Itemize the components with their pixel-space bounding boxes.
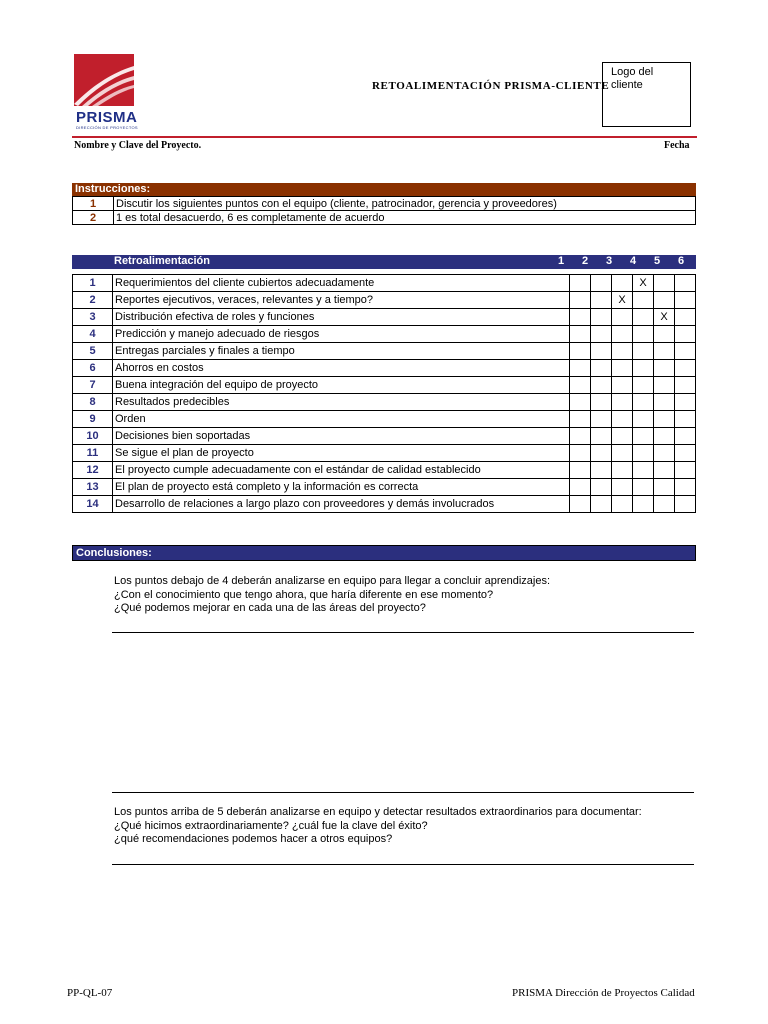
rating-cell[interactable] [675, 292, 696, 309]
rating-cell[interactable] [654, 360, 675, 377]
rating-cell[interactable] [675, 377, 696, 394]
feedback-row [73, 343, 696, 360]
rating-cell[interactable] [654, 445, 675, 462]
rating-cell[interactable] [633, 326, 654, 343]
feedback-row-number: 5 [73, 343, 113, 360]
rating-cell[interactable] [654, 428, 675, 445]
feedback-row-text: Se sigue el plan de proyecto [113, 445, 570, 462]
scale-label: 5 [653, 255, 661, 267]
answer-line[interactable] [112, 864, 694, 865]
rating-cell[interactable] [654, 326, 675, 343]
rating-cell[interactable] [633, 496, 654, 513]
rating-cell[interactable] [633, 462, 654, 479]
conclusion-line: Los puntos arriba de 5 deberán analizarse en equipo y detectar resultados extraordinarios para documentar: [114, 806, 642, 818]
conclusion-line: ¿Qué hicimos extraordinariamente? ¿cuál fue la clave del éxito? [114, 819, 428, 832]
feedback-row [73, 462, 696, 479]
rating-cell[interactable] [612, 428, 633, 445]
instruction-text: Discutir los siguientes puntos con el equipo (cliente, patrocinador, gerencia y proveedores) [114, 197, 696, 211]
rating-cell[interactable] [612, 326, 633, 343]
document-title: RETOALIMENTACIÓN PRISMA-CLIENTE [372, 80, 610, 92]
feedback-row [73, 479, 696, 496]
feedback-row-number: 10 [73, 428, 113, 445]
rating-cell[interactable] [675, 275, 696, 292]
rating-cell[interactable] [570, 292, 591, 309]
rating-cell[interactable] [612, 377, 633, 394]
rating-cell[interactable] [633, 309, 654, 326]
feedback-row [73, 445, 696, 462]
answer-line[interactable] [112, 792, 694, 793]
client-logo-box: Logo del cliente [602, 62, 691, 127]
feedback-row [73, 377, 696, 394]
scale-label: 2 [581, 255, 589, 267]
rating-cell[interactable] [570, 275, 591, 292]
rating-cell[interactable] [591, 343, 612, 360]
rating-cell[interactable] [654, 377, 675, 394]
rating-cell[interactable] [654, 275, 675, 292]
header-divider [72, 136, 697, 138]
rating-cell[interactable] [612, 360, 633, 377]
rating-cell[interactable] [612, 394, 633, 411]
rating-cell[interactable] [591, 309, 612, 326]
brand-subtitle: DIRECCIÓN DE PROYECTOS [76, 125, 138, 130]
rating-cell[interactable] [654, 411, 675, 428]
rating-cell[interactable] [675, 462, 696, 479]
answer-line[interactable] [112, 632, 694, 633]
instructions-table [72, 196, 696, 225]
feedback-row-number: 7 [73, 377, 113, 394]
rating-cell[interactable] [633, 394, 654, 411]
feedback-row-text: El plan de proyecto está completo y la información es correcta [113, 479, 570, 496]
feedback-row [73, 394, 696, 411]
conclusion-line: Los puntos debajo de 4 deberán analizarse en equipo para llegar a concluir aprendizajes: [114, 575, 551, 587]
feedback-header [72, 255, 696, 269]
rating-cell[interactable]: X [612, 292, 633, 309]
rating-cell[interactable] [675, 394, 696, 411]
rating-cell[interactable] [591, 479, 612, 496]
rating-cell[interactable] [675, 411, 696, 428]
rating-cell[interactable] [654, 343, 675, 360]
rating-cell[interactable] [633, 479, 654, 496]
feedback-row-number: 8 [73, 394, 113, 411]
rating-cell[interactable] [612, 309, 633, 326]
rating-cell[interactable] [591, 462, 612, 479]
rating-cell[interactable]: X [654, 309, 675, 326]
feedback-row-text: Ahorros en costos [113, 360, 570, 377]
instructions-header: Instrucciones: [72, 183, 696, 196]
instruction-text: 1 es total desacuerdo, 6 es completamente de acuerdo [114, 211, 696, 225]
conclusions-header: Conclusiones: [72, 545, 696, 561]
feedback-row [73, 496, 696, 513]
feedback-row [73, 360, 696, 377]
rating-cell[interactable] [570, 462, 591, 479]
conclusion-line: ¿Con el conocimiento que tengo ahora, que haría diferente en ese momento? [114, 588, 494, 601]
instruction-number: 2 [73, 211, 114, 225]
rating-cell[interactable] [654, 394, 675, 411]
rating-cell[interactable] [570, 360, 591, 377]
conclusions-block-low [114, 575, 550, 616]
rating-cell[interactable] [654, 292, 675, 309]
rating-cell[interactable] [654, 479, 675, 496]
rating-cell[interactable] [612, 496, 633, 513]
conclusion-line: ¿qué recomendaciones podemos hacer a otros equipos? [114, 833, 393, 845]
rating-cell[interactable] [612, 479, 633, 496]
feedback-row-text: Orden [113, 411, 570, 428]
feedback-row [73, 275, 696, 292]
rating-cell[interactable] [570, 326, 591, 343]
feedback-row-text: Desarrollo de relaciones a largo plazo con proveedores y demás involucrados [113, 496, 570, 513]
feedback-row-number: 6 [73, 360, 113, 377]
rating-cell[interactable] [591, 360, 612, 377]
feedback-row [73, 428, 696, 445]
rating-cell[interactable] [570, 428, 591, 445]
footer-code: PP-QL-07 [67, 987, 113, 999]
rating-cell[interactable] [591, 275, 612, 292]
rating-cell[interactable] [591, 292, 612, 309]
feedback-row [73, 309, 696, 326]
feedback-row [73, 292, 696, 309]
feedback-row-text: Buena integración del equipo de proyecto [113, 377, 570, 394]
feedback-row-text: Requerimientos del cliente cubiertos adecuadamente [113, 275, 570, 292]
rating-cell[interactable] [654, 496, 675, 513]
feedback-row-text: Predicción y manejo adecuado de riesgos [113, 326, 570, 343]
rating-cell[interactable] [570, 411, 591, 428]
rating-cell[interactable] [612, 411, 633, 428]
rating-cell[interactable] [633, 360, 654, 377]
feedback-table [72, 274, 696, 513]
rating-cell[interactable] [570, 479, 591, 496]
instruction-row [73, 211, 696, 225]
feedback-row-number: 12 [73, 462, 113, 479]
feedback-row-text: Reportes ejecutivos, veraces, relevantes y a tiempo? [113, 292, 570, 309]
conclusions-block-high [114, 806, 642, 847]
instruction-row [73, 197, 696, 211]
rating-cell[interactable] [633, 343, 654, 360]
rating-cell[interactable] [591, 445, 612, 462]
rating-cell[interactable]: X [633, 275, 654, 292]
rating-cell[interactable] [633, 411, 654, 428]
feedback-row-number: 9 [73, 411, 113, 428]
feedback-row-number: 14 [73, 496, 113, 513]
rating-cell[interactable] [633, 292, 654, 309]
rating-cell[interactable] [591, 496, 612, 513]
rating-cell[interactable] [675, 343, 696, 360]
rating-cell[interactable] [675, 479, 696, 496]
rating-cell[interactable] [591, 377, 612, 394]
rating-cell[interactable] [591, 326, 612, 343]
project-name-label: Nombre y Clave del Proyecto. [74, 140, 202, 151]
rating-cell[interactable] [570, 394, 591, 411]
rating-cell[interactable] [570, 445, 591, 462]
feedback-row-text: Decisiones bien soportadas [113, 428, 570, 445]
rating-cell[interactable] [591, 394, 612, 411]
date-label: Fecha [664, 140, 690, 151]
rating-cell[interactable] [612, 445, 633, 462]
brand-name: PRISMA [76, 109, 138, 126]
feedback-row-text: Resultados predecibles [113, 394, 570, 411]
rating-cell[interactable] [570, 496, 591, 513]
rating-cell[interactable] [675, 445, 696, 462]
scale-label: 6 [677, 255, 685, 267]
footer-company: PRISMA Dirección de Proyectos Calidad [512, 987, 695, 999]
conclusion-line: ¿Qué podemos mejorar en cada una de las áreas del proyecto? [114, 602, 426, 614]
rating-cell[interactable] [591, 411, 612, 428]
feedback-row-text: Distribución efectiva de roles y funciones [113, 309, 570, 326]
instruction-number: 1 [73, 197, 114, 211]
feedback-row-number: 13 [73, 479, 113, 496]
feedback-row-text: Entregas parciales y finales a tiempo [113, 343, 570, 360]
rating-cell[interactable] [612, 462, 633, 479]
feedback-row-number: 4 [73, 326, 113, 343]
scale-label: 1 [557, 255, 565, 267]
rating-cell[interactable] [591, 428, 612, 445]
rating-cell[interactable] [675, 360, 696, 377]
feedback-row-number: 2 [73, 292, 113, 309]
feedback-row-number: 11 [73, 445, 113, 462]
rating-cell[interactable] [612, 275, 633, 292]
feedback-row-number: 1 [73, 275, 113, 292]
rating-cell[interactable] [675, 428, 696, 445]
feedback-row-text: El proyecto cumple adecuadamente con el estándar de calidad establecido [113, 462, 570, 479]
rating-cell[interactable] [654, 462, 675, 479]
rating-cell[interactable] [570, 377, 591, 394]
scale-label: 4 [629, 255, 637, 267]
rating-cell[interactable] [570, 309, 591, 326]
rating-cell[interactable] [633, 445, 654, 462]
feedback-row [73, 411, 696, 428]
rating-cell[interactable] [675, 496, 696, 513]
rating-cell[interactable] [675, 309, 696, 326]
feedback-row [73, 326, 696, 343]
rating-cell[interactable] [633, 428, 654, 445]
rating-cell[interactable] [633, 377, 654, 394]
scale-label: 3 [605, 255, 613, 267]
feedback-row-number: 3 [73, 309, 113, 326]
feedback-title: Retroalimentación [114, 255, 210, 267]
rating-cell[interactable] [675, 326, 696, 343]
rating-cell[interactable] [570, 343, 591, 360]
rating-cell[interactable] [612, 343, 633, 360]
